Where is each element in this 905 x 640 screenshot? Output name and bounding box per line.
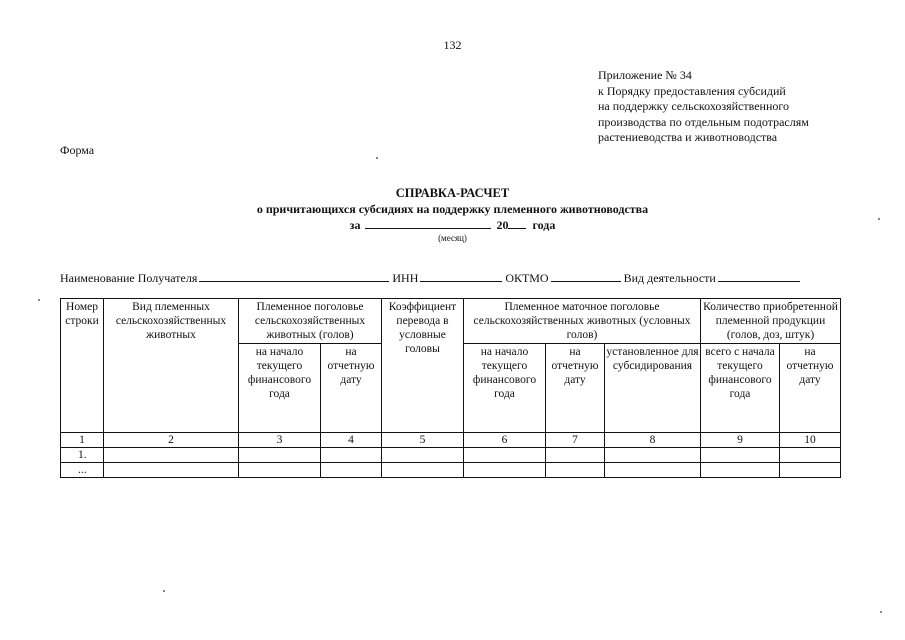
subheader-total: всего с начала текущего финансового года: [701, 344, 780, 433]
header-breeding-stock: Племенное поголовье сельскохозяйственных животных (голов): [239, 299, 382, 344]
document-title: СПРАВКА-РАСЧЕТ: [395, 186, 510, 200]
inn-label: ИНН: [392, 271, 419, 285]
column-number: 9: [701, 433, 780, 448]
header-breeding-type: Вид племенных сельскохозяйственных животных: [104, 299, 239, 433]
column-number: 2: [104, 433, 239, 448]
subheader-report-date: на отчетную дату: [780, 344, 841, 433]
oktmo-blank[interactable]: [551, 270, 621, 282]
scan-speck: [880, 611, 882, 613]
calculation-table: [60, 298, 841, 478]
appendix-line: к Порядку предоставления субсидий: [598, 83, 786, 98]
inn-blank[interactable]: [420, 270, 502, 282]
year-blank[interactable]: [508, 217, 526, 229]
scan-speck: [376, 157, 378, 159]
table-cell[interactable]: [701, 448, 780, 463]
oktmo-label: ОКТМО: [505, 271, 549, 285]
column-number: 4: [321, 433, 382, 448]
appendix-line: производства по отдельным подотраслям: [598, 114, 809, 129]
scan-speck: [163, 590, 165, 592]
subheader-established: установленное для субсидирования: [605, 344, 701, 433]
scan-speck: [878, 218, 880, 220]
column-number: 7: [546, 433, 605, 448]
table-cell[interactable]: [780, 448, 841, 463]
period-suffix: года: [532, 218, 556, 232]
table-cell[interactable]: [780, 463, 841, 478]
row-number: ...: [61, 463, 104, 478]
appendix-line: на поддержку сельскохозяйственного: [598, 99, 790, 113]
activity-blank[interactable]: [718, 270, 800, 282]
table-row: [61, 448, 841, 463]
column-number: 1: [61, 433, 104, 448]
column-number: 3: [239, 433, 321, 448]
table-cell[interactable]: [382, 448, 464, 463]
table-cell[interactable]: [104, 448, 239, 463]
table-cell[interactable]: [701, 463, 780, 478]
table-cell[interactable]: [321, 463, 382, 478]
table-cell[interactable]: [605, 448, 701, 463]
activity-label: Вид деятельности: [623, 271, 716, 285]
header-breeding-females: Племенное маточное поголовье сельскохозяйственных животных (условных голов): [464, 299, 701, 344]
table-cell[interactable]: [382, 463, 464, 478]
form-label: Форма: [60, 143, 95, 157]
header-purchased: Количество приобретенной племенной продукции (голов, доз, штук): [701, 299, 841, 344]
table-cell[interactable]: [239, 448, 321, 463]
header-coefficient: Коэффициент перевода в условные головы: [382, 299, 464, 433]
appendix-line: растениеводства и животноводства: [598, 130, 778, 144]
table-cell[interactable]: [546, 448, 605, 463]
recipient-name-label: Наименование Получателя: [60, 271, 198, 285]
table-cell[interactable]: [464, 448, 546, 463]
table-cell[interactable]: [321, 448, 382, 463]
table-cell[interactable]: [464, 463, 546, 478]
column-number: 10: [780, 433, 841, 448]
subheader-report-date: на отчетную дату: [321, 344, 382, 433]
header-row-number: Номер строки: [61, 299, 104, 433]
year-prefix: 20: [496, 218, 509, 232]
appendix-note: [598, 68, 809, 146]
column-number: 6: [464, 433, 546, 448]
period-hint: (месяц): [438, 233, 467, 243]
table-cell[interactable]: [546, 463, 605, 478]
subheader-start-year: на начало текущего финансового года: [464, 344, 546, 433]
document-subtitle: о причитающихся субсидиях на поддержку племенного животноводства: [256, 202, 649, 216]
page-number: 132: [443, 38, 462, 52]
table-row: [61, 463, 841, 478]
appendix-line: Приложение № 34: [598, 68, 692, 82]
table-cell[interactable]: [605, 463, 701, 478]
recipient-name-blank[interactable]: [199, 270, 389, 282]
table-cell[interactable]: [104, 463, 239, 478]
recipient-line: [60, 270, 800, 286]
scan-speck: [38, 299, 40, 301]
row-number: 1.: [61, 448, 104, 463]
month-blank[interactable]: [365, 217, 491, 229]
period-prefix: за: [349, 218, 361, 232]
period-line: [0, 217, 905, 233]
table-cell[interactable]: [239, 463, 321, 478]
column-number: 8: [605, 433, 701, 448]
subheader-report-date: на отчетную дату: [546, 344, 605, 433]
column-number: 5: [382, 433, 464, 448]
subheader-start-year: на начало текущего финансового года: [239, 344, 321, 433]
